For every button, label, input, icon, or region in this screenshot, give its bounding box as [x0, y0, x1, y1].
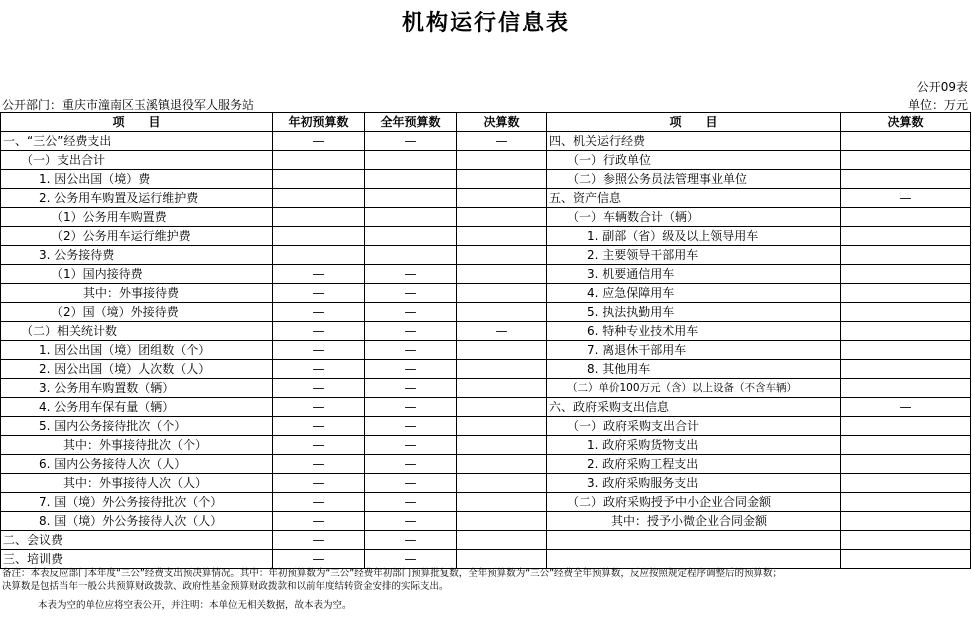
- full-budget-cell: —: [365, 132, 457, 151]
- header-final-left: 决算数: [457, 113, 547, 132]
- item-right-cell: 3. 机要通信用车: [547, 265, 841, 284]
- final-right-cell: [841, 132, 971, 151]
- item-right-cell: （二）单价100万元（含）以上设备（不含车辆）: [547, 379, 841, 398]
- final-right-cell: [841, 208, 971, 227]
- final-left-cell: —: [457, 322, 547, 341]
- begin-budget-cell: —: [273, 493, 365, 512]
- full-budget-cell: —: [365, 322, 457, 341]
- full-budget-cell: —: [365, 284, 457, 303]
- begin-budget-cell: —: [273, 322, 365, 341]
- table-row: [1, 550, 971, 569]
- full-budget-cell: —: [365, 360, 457, 379]
- full-budget-cell: —: [365, 474, 457, 493]
- final-right-cell: [841, 322, 971, 341]
- final-right-cell: [841, 265, 971, 284]
- final-left-cell: [457, 436, 547, 455]
- table-row: [1, 436, 971, 455]
- begin-budget-cell: —: [273, 512, 365, 531]
- begin-budget-cell: [273, 246, 365, 265]
- final-left-cell: [457, 246, 547, 265]
- final-right-cell: [841, 303, 971, 322]
- item-left-cell: （2）国（境）外接待费: [1, 303, 273, 322]
- begin-budget-cell: [273, 189, 365, 208]
- item-left-cell: 8. 国（境）外公务接待人次（人）: [1, 512, 273, 531]
- table-row: [1, 474, 971, 493]
- final-left-cell: [457, 379, 547, 398]
- item-right-cell: 2. 主要领导干部用车: [547, 246, 841, 265]
- final-right-cell: [841, 379, 971, 398]
- item-right-cell: 8. 其他用车: [547, 360, 841, 379]
- full-budget-cell: —: [365, 379, 457, 398]
- final-right-cell: [841, 417, 971, 436]
- item-right-cell: 3. 政府采购服务支出: [547, 474, 841, 493]
- final-right-cell: [841, 360, 971, 379]
- final-right-cell: [841, 246, 971, 265]
- item-right-cell: 1. 政府采购货物支出: [547, 436, 841, 455]
- item-left-cell: 三、培训费: [1, 550, 273, 569]
- final-left-cell: [457, 170, 547, 189]
- item-right-cell: [547, 550, 841, 569]
- item-left-cell: 3. 公务接待费: [1, 246, 273, 265]
- final-right-cell: [841, 170, 971, 189]
- full-budget-cell: —: [365, 455, 457, 474]
- final-right-cell: [841, 436, 971, 455]
- item-right-cell: 5. 执法执勤用车: [547, 303, 841, 322]
- item-left-cell: 3. 公务用车购置数（辆）: [1, 379, 273, 398]
- final-right-cell: [841, 512, 971, 531]
- final-left-cell: [457, 550, 547, 569]
- item-left-cell: （2）公务用车运行维护费: [1, 227, 273, 246]
- item-right-cell: 2. 政府采购工程支出: [547, 455, 841, 474]
- item-left-cell: 7. 国（境）外公务接待批次（个）: [1, 493, 273, 512]
- table-row: [1, 341, 971, 360]
- final-right-cell: [841, 455, 971, 474]
- begin-budget-cell: —: [273, 379, 365, 398]
- item-left-cell: 其中：外事接待人次（人）: [1, 474, 273, 493]
- full-budget-cell: —: [365, 436, 457, 455]
- note-line-2: 决算数是包括当年一般公共预算财政拨款、政府性基金预算财政拨款和以前年度结转资金安排的实际支出。: [2, 581, 449, 592]
- begin-budget-cell: —: [273, 132, 365, 151]
- item-left-cell: 2. 公务用车购置及运行维护费: [1, 189, 273, 208]
- final-left-cell: [457, 398, 547, 417]
- full-budget-cell: [365, 151, 457, 170]
- final-left-cell: [457, 474, 547, 493]
- final-left-cell: [457, 303, 547, 322]
- full-budget-cell: —: [365, 398, 457, 417]
- table-row: [1, 246, 971, 265]
- table-row: [1, 170, 971, 189]
- full-budget-cell: —: [365, 512, 457, 531]
- item-right-cell: 1. 副部（省）级及以上领导用车: [547, 227, 841, 246]
- note-line-3: 本表为空的单位应将空表公开，并注明：本单位无相关数据，故本表为空。: [38, 600, 352, 611]
- table-row: [1, 493, 971, 512]
- item-left-cell: 其中：外事接待费: [1, 284, 273, 303]
- final-left-cell: [457, 531, 547, 550]
- table-row: [1, 151, 971, 170]
- item-right-cell: 4. 应急保障用车: [547, 284, 841, 303]
- table-row: [1, 265, 971, 284]
- begin-budget-cell: —: [273, 474, 365, 493]
- item-left-cell: 其中：外事接待批次（个）: [1, 436, 273, 455]
- final-right-cell: [841, 493, 971, 512]
- full-budget-cell: —: [365, 265, 457, 284]
- table-row: [1, 360, 971, 379]
- begin-budget-cell: —: [273, 398, 365, 417]
- item-right-cell: 四、机关运行经费: [547, 132, 841, 151]
- table-row: [1, 132, 971, 151]
- begin-budget-cell: —: [273, 341, 365, 360]
- table-number: 公开09表: [916, 80, 968, 94]
- table-row: [1, 455, 971, 474]
- final-right-cell: [841, 227, 971, 246]
- begin-budget-cell: [273, 227, 365, 246]
- item-right-cell: [547, 531, 841, 550]
- begin-budget-cell: —: [273, 455, 365, 474]
- item-right-cell: （一）政府采购支出合计: [547, 417, 841, 436]
- final-right-cell: —: [841, 398, 971, 417]
- final-left-cell: [457, 360, 547, 379]
- table-row: [1, 227, 971, 246]
- header-item-right: 项 目: [547, 113, 841, 132]
- item-right-cell: 五、资产信息: [547, 189, 841, 208]
- final-right-cell: [841, 474, 971, 493]
- full-budget-cell: [365, 246, 457, 265]
- item-left-cell: （二）相关统计数: [1, 322, 273, 341]
- full-budget-cell: [365, 227, 457, 246]
- final-right-cell: [841, 341, 971, 360]
- table-row: [1, 189, 971, 208]
- begin-budget-cell: —: [273, 417, 365, 436]
- begin-budget-cell: —: [273, 436, 365, 455]
- begin-budget-cell: —: [273, 265, 365, 284]
- full-budget-cell: —: [365, 341, 457, 360]
- final-left-cell: [457, 265, 547, 284]
- item-left-cell: 1. 因公出国（境）团组数（个）: [1, 341, 273, 360]
- table-row: [1, 379, 971, 398]
- final-left-cell: [457, 189, 547, 208]
- item-left-cell: 1. 因公出国（境）费: [1, 170, 273, 189]
- item-right-cell: （二）参照公务员法管理事业单位: [547, 170, 841, 189]
- full-budget-cell: [365, 208, 457, 227]
- header-begin-budget: 年初预算数: [273, 113, 365, 132]
- item-right-cell: 其中：授予小微企业合同金额: [547, 512, 841, 531]
- item-right-cell: （一）行政单位: [547, 151, 841, 170]
- full-budget-cell: [365, 170, 457, 189]
- full-budget-cell: —: [365, 417, 457, 436]
- item-left-cell: （1）公务用车购置费: [1, 208, 273, 227]
- final-right-cell: [841, 531, 971, 550]
- table-row: [1, 284, 971, 303]
- table-header-row: [1, 113, 971, 132]
- institution-operation-table: [0, 112, 971, 569]
- table-row: [1, 208, 971, 227]
- begin-budget-cell: —: [273, 550, 365, 569]
- full-budget-cell: [365, 189, 457, 208]
- item-right-cell: 六、政府采购支出信息: [547, 398, 841, 417]
- item-left-cell: 一、“三公”经费支出: [1, 132, 273, 151]
- begin-budget-cell: [273, 170, 365, 189]
- department-label: 公开部门：重庆市潼南区玉溪镇退役军人服务站: [2, 98, 255, 112]
- begin-budget-cell: —: [273, 360, 365, 379]
- final-right-cell: [841, 550, 971, 569]
- item-left-cell: 6. 国内公务接待人次（人）: [1, 455, 273, 474]
- item-left-cell: （一）支出合计: [1, 151, 273, 170]
- header-item-left: 项 目: [1, 113, 273, 132]
- final-left-cell: [457, 227, 547, 246]
- table-row: [1, 322, 971, 341]
- begin-budget-cell: —: [273, 531, 365, 550]
- full-budget-cell: —: [365, 493, 457, 512]
- full-budget-cell: —: [365, 550, 457, 569]
- table-body: [1, 132, 971, 569]
- final-left-cell: [457, 455, 547, 474]
- page-title: 机构运行信息表: [401, 11, 570, 36]
- item-left-cell: （1）国内接待费: [1, 265, 273, 284]
- final-right-cell: —: [841, 189, 971, 208]
- begin-budget-cell: [273, 151, 365, 170]
- final-right-cell: [841, 151, 971, 170]
- header-final-right: 决算数: [841, 113, 971, 132]
- final-left-cell: [457, 493, 547, 512]
- final-left-cell: [457, 512, 547, 531]
- final-left-cell: [457, 284, 547, 303]
- table-row: [1, 417, 971, 436]
- item-left-cell: 二、会议费: [1, 531, 273, 550]
- item-right-cell: 7. 离退休干部用车: [547, 341, 841, 360]
- final-left-cell: —: [457, 132, 547, 151]
- table-row: [1, 398, 971, 417]
- table-row: [1, 303, 971, 322]
- item-left-cell: 4. 公务用车保有量（辆）: [1, 398, 273, 417]
- item-left-cell: 5. 国内公务接待批次（个）: [1, 417, 273, 436]
- final-right-cell: [841, 284, 971, 303]
- begin-budget-cell: —: [273, 284, 365, 303]
- item-right-cell: （二）政府采购授予中小企业合同金额: [547, 493, 841, 512]
- begin-budget-cell: [273, 208, 365, 227]
- full-budget-cell: —: [365, 303, 457, 322]
- table-row: [1, 531, 971, 550]
- item-right-cell: 6. 特种专业技术用车: [547, 322, 841, 341]
- final-left-cell: [457, 417, 547, 436]
- unit-label: 单位：万元: [907, 98, 968, 112]
- full-budget-cell: —: [365, 531, 457, 550]
- final-left-cell: [457, 151, 547, 170]
- final-left-cell: [457, 341, 547, 360]
- item-right-cell: （一）车辆数合计（辆）: [547, 208, 841, 227]
- table-row: [1, 512, 971, 531]
- begin-budget-cell: —: [273, 303, 365, 322]
- item-left-cell: 2. 因公出国（境）人次数（人）: [1, 360, 273, 379]
- header-full-budget: 全年预算数: [365, 113, 457, 132]
- note-line-1: 备注：本表反应部门本年度“三公”经费支出预决算情况。其中：年初预算数为“三公”经费年初部门预算批复数，全年预算数为“三公”经费全年预算数，反应按照规定程序调整后的预算数；: [2, 568, 783, 579]
- final-left-cell: [457, 208, 547, 227]
